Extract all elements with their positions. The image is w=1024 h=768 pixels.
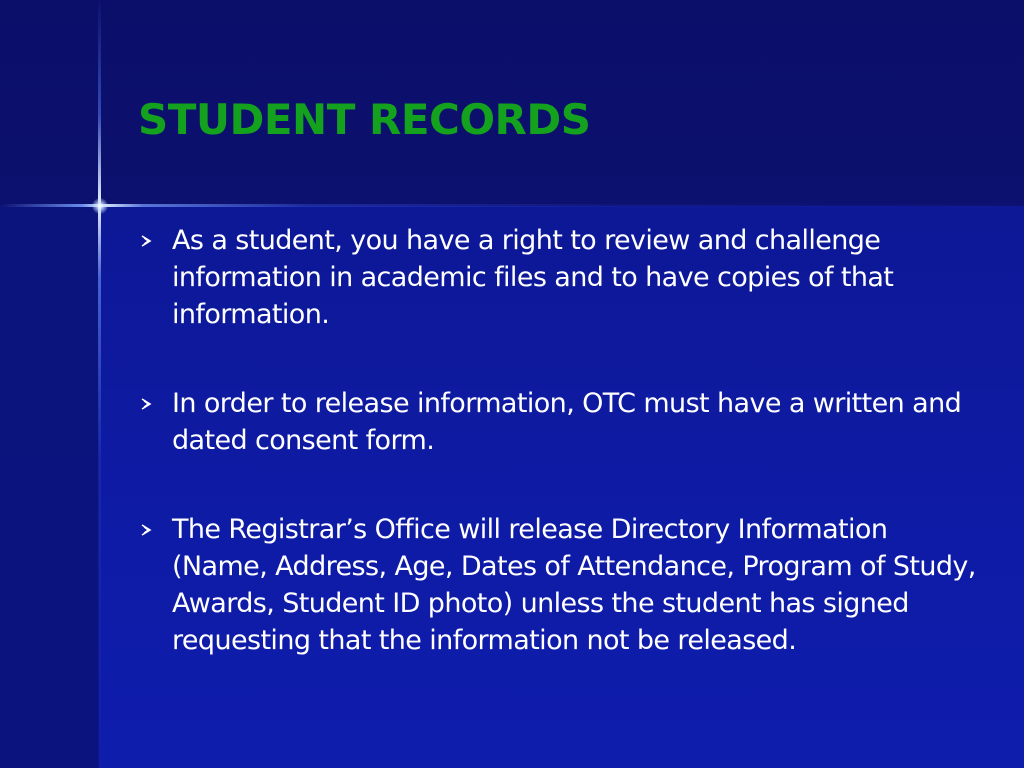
arrowhead-bullet-icon [140, 524, 152, 536]
slide-title: STUDENT RECORDS [138, 95, 591, 144]
arrowhead-bullet-icon [140, 235, 152, 247]
left-strip-decoration [0, 206, 99, 768]
bullet-text: As a student, you have a right to review and challenge information in academic files and to have copies of that information. [172, 225, 894, 330]
bullet-item-1 [140, 222, 990, 333]
arrowhead-bullet-icon [140, 398, 152, 410]
horizontal-light-line [0, 204, 1024, 207]
bullet-text: In order to release information, OTC must have a written and dated consent form. [172, 388, 962, 456]
bullet-item-3 [140, 511, 990, 659]
bullet-item-2 [140, 385, 990, 459]
sparkle-decoration [92, 198, 108, 214]
bullet-list [140, 222, 990, 659]
bullet-text: The Registrar’s Office will release Directory Information (Name, Address, Age, Dates of Attendance, Program of Study, Awards, Student ID photo) unless the student has signed requesting that the information not be released. [172, 514, 976, 656]
vertical-light-line [98, 0, 101, 768]
